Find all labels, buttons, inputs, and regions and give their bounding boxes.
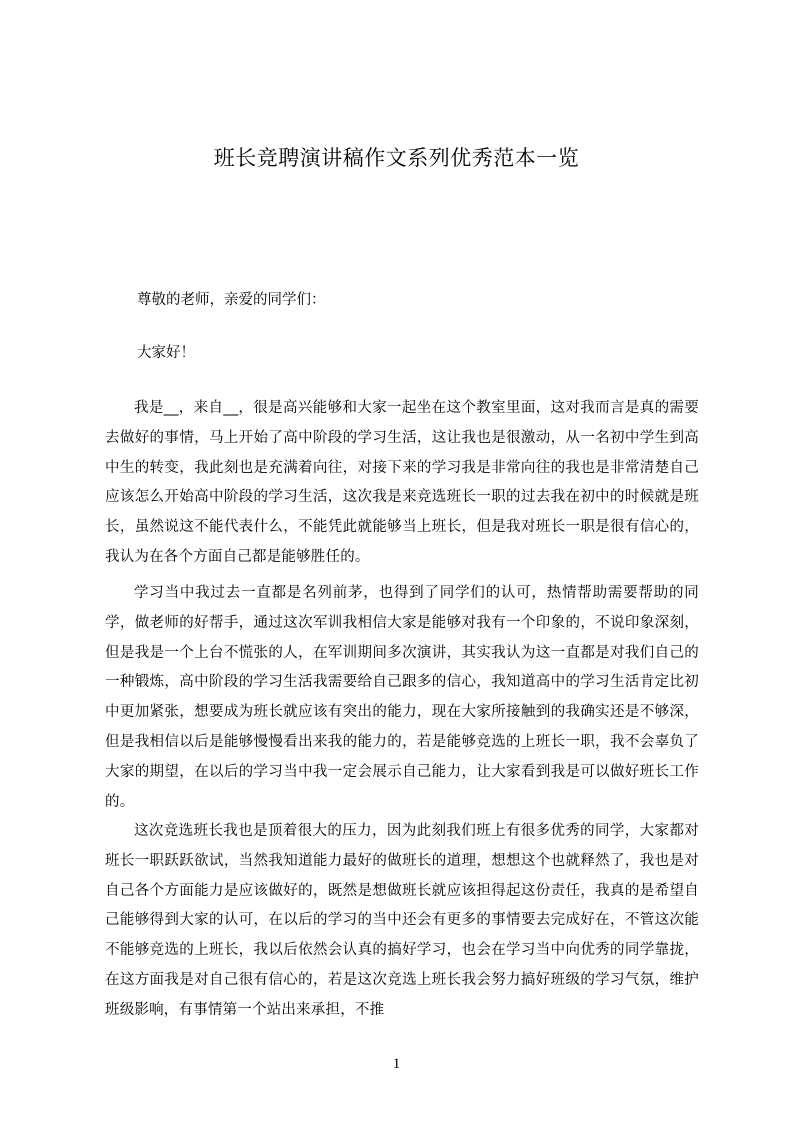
document-title: 班长竞聘演讲稿作文系列优秀范本一览	[213, 146, 580, 170]
body-paragraph-3: 这次竞选班长我也是顶着很大的压力，因为此刻我们班上有很多优秀的同学，大家都对班长一职跃跃欲试，当然我知道能力最好的做班长的道理，想想这个也就释然了，我也是对自己各个方面能力是应该做好的，既然是想做班长就应该担得起这份责任，我真的是希望自己能够得到大家的认可，在以后的学习的当中还会有更多的事情要去完成好在，不管这次能不能够竞选的上班长，我以后依然会认真的搞好学习，也会在学习当中向优秀的同学靠拢，在这方面我是对自己很有信心的，若是这次竞选上班长我会努力搞好班级的学习气氛，维护班级影响，有事情第一个站出来承担，不推	[105, 823, 699, 1018]
greeting-line: 大家好！	[137, 345, 195, 361]
body-paragraph-2: 学习当中我过去一直都是名列前茅，也得到了同学们的认可，热情帮助需要帮助的同学，做老师的好帮手，通过这次军训我相信大家是能够对我有一个印象的，不说印象深刻，但是我是一个上台不慌张的人，在军训期间多次演讲，其实我认为这一直都是对我们自己的一种锻炼，高中阶段的学习生活我需要给自己跟多的信心，我知道高中的学习生活肯定比初中更加紧张，想要成为班长就应该有突出的能力，现在大家所接触到的我确实还是不够深，但是我相信以后是能够慢慢看出来我的能力的，若是能够竞选的上班长一职，我不会辜负了大家的期望，在以后的学习当中我一定会展示自己能力，让大家看到我是可以做好班长工作的。	[105, 585, 699, 810]
salutation-line: 尊敬的老师，亲爱的同学们：	[137, 292, 326, 308]
page-number: 1	[392, 1056, 401, 1072]
body-paragraph-1: 我是__，来自__，很是高兴能够和大家一起坐在这个教室里面，这对我而言是真的需要去做好的事情，马上开始了高中阶段的学习生活，这让我也是很激动，从一名初中学生到高中生的转变，我此刻也是充满着向往，对接下来的学习我是非常向往的我也是非常清楚自己应该怎么开始高中阶段的学习生活，这次我是来竞选班长一职的过去我在初中的时候就是班长，虽然说这不能代表什么，不能凭此就能够当上班长，但是我对班长一职是很有信心的，我认为在各个方面自己都是能够胜任的。	[105, 400, 699, 565]
